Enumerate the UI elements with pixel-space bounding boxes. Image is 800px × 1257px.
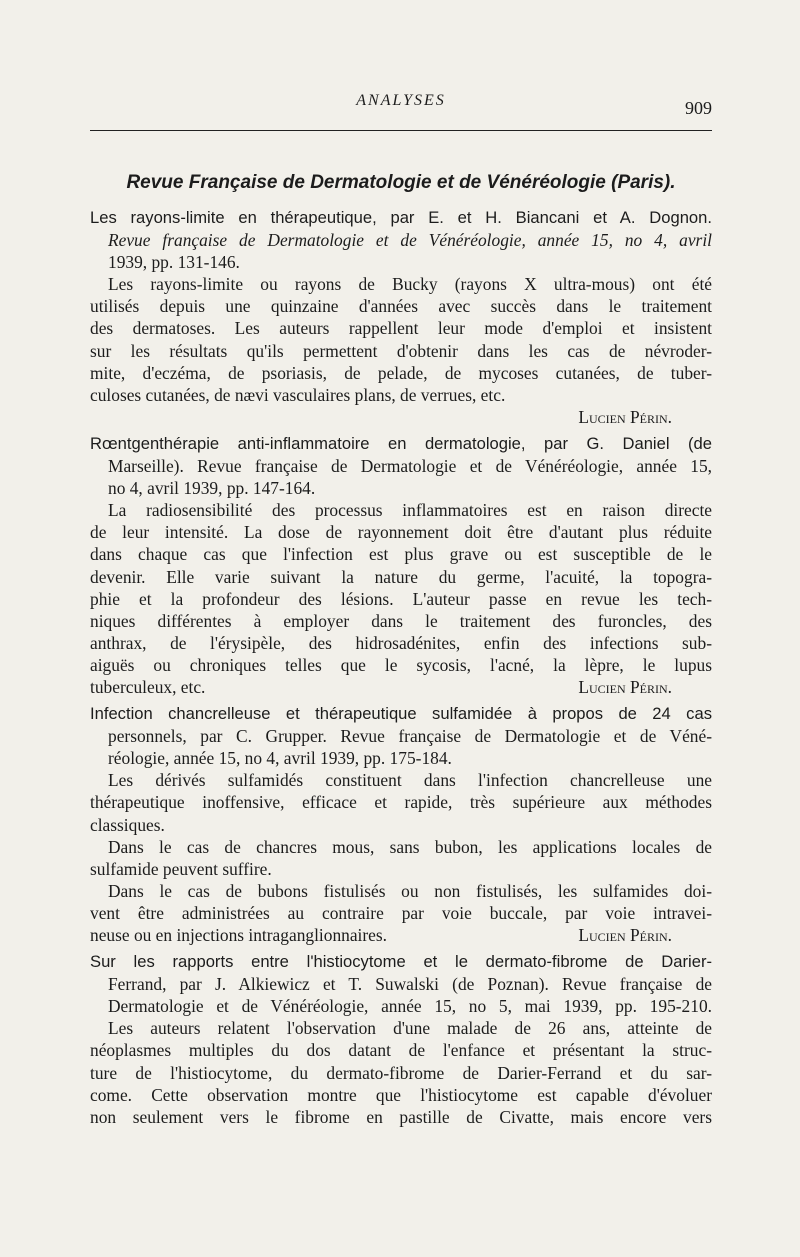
citation-line: Ferrand, par J. Alkiewicz et T. Suwalski (de Poznan). Revue française de — [108, 974, 712, 995]
author-signature: Lucien Périn. — [578, 676, 672, 697]
article-title-line: Les rayons-limite en thérapeutique, par E. et H. Biancani et A. Dognon. — [90, 208, 712, 227]
body-line: non seulement vers le fibrome en pastille de Civatte, mais encore vers — [90, 1106, 712, 1127]
body-line: dans chaque cas que l'infection est plus grave ou est susceptible de le — [90, 544, 712, 565]
body-line: neuse ou en injections intraganglionnaires. — [90, 925, 388, 945]
body-line: phie et la profondeur des lésions. L'auteur passe en revue les tech- — [90, 588, 712, 609]
author-signature: Lucien Périn. — [578, 406, 672, 427]
body-line: ture de l'histiocytome, du dermato-fibrome de Darier-Ferrand et du sar- — [90, 1062, 712, 1083]
article-title-line: Sur les rapports entre l'histiocytome et le dermato-fibrome de Darier- — [90, 952, 712, 972]
citation-line: Marseille). Revue française de Dermatologie et de Vénéréologie, année 15, — [108, 456, 712, 477]
body-line: niques différentes à employer dans le traitement des furoncles, des — [90, 610, 712, 631]
article-title-line: Rœntgenthérapie anti-inflammatoire en dermatologie, par G. Daniel (de — [90, 433, 712, 453]
page-number: 909 — [685, 98, 712, 118]
header-rule — [90, 130, 712, 131]
body-line: classiques. — [90, 814, 165, 835]
running-title: ANALYSES — [356, 92, 446, 109]
body-line: thérapeutique inoffensive, efficace et rapide, très supérieure aux méthodes — [90, 792, 712, 813]
article — [90, 703, 712, 946]
body-line: culoses cutanées, de nævi vasculaires plans, de verrues, etc. — [90, 384, 506, 405]
body-line: Dans le cas de chancres mous, sans bubon, les applications locales de — [108, 836, 712, 857]
author-signature: Lucien Périn. — [578, 925, 672, 945]
body-line: anthrax, de l'érysipèle, des hidrosadénites, enfin des infections sub- — [90, 632, 712, 653]
citation-line: 1939, pp. 131-146. — [108, 252, 240, 273]
body-line: néoplasmes multiples du dos datant de l'enfance et présentant la struc- — [90, 1040, 712, 1061]
body-line: devenir. Elle varie suivant la nature du germe, l'acuité, la topogra- — [90, 566, 712, 587]
citation-line: no 4, avril 1939, pp. 147-164. — [108, 478, 316, 499]
body-line: tuberculeux, etc. — [90, 676, 206, 697]
body-line: vent être administrées au contraire par voie buccale, par voie intravei- — [90, 902, 712, 923]
body-line: des dermatoses. Les auteurs rappellent leur mode d'emploi et insistent — [90, 318, 712, 339]
citation-line: réologie, année 15, no 4, avril 1939, pp. 175-184. — [108, 748, 452, 769]
article — [90, 207, 712, 428]
body-line: Les auteurs relatent l'observation d'une malade de 26 ans, atteinte de — [108, 1018, 712, 1039]
journal-heading: Revue Française de Dermatologie et de Vénéréologie (Paris). — [126, 172, 676, 193]
running-header — [90, 92, 712, 122]
body-line: Les rayons-limite ou rayons de Bucky (rayons X ultra-mous) ont été — [108, 274, 712, 295]
body-line: La radiosensibilité des processus inflammatoires est en raison directe — [108, 500, 712, 521]
citation-line: personnels, par C. Grupper. Revue française de Dermatologie et de Véné- — [108, 726, 712, 747]
body-line: Les dérivés sulfamidés constituent dans l'infection chancrelleuse une — [108, 770, 712, 791]
body-line: de leur intensité. La dose de rayonnement doit être d'autant plus réduite — [90, 522, 712, 543]
body-line: mite, d'eczéma, de psoriasis, de pelade, de mycoses cutanées, de tuber- — [90, 362, 712, 383]
body-line: aiguës ou chroniques telles que le sycosis, l'acné, la lèpre, le lupus — [90, 654, 712, 675]
body-line: sulfamide peuvent suffire. — [90, 858, 272, 879]
article-title-line: Infection chancrelleuse et thérapeutique sulfamidée à propos de 24 cas — [90, 704, 712, 724]
body-line: sur les résultats qu'ils permettent d'obtenir dans les cas de névroder- — [90, 340, 712, 361]
citation-line: Revue française de Dermatologie et de Vénéréologie, année 15, no 4, avril — [108, 230, 712, 251]
article — [90, 433, 712, 698]
body-line: utilisés depuis une quinzaine d'années avec succès dans le traitement — [90, 296, 712, 317]
body-line: Dans le cas de bubons fistulisés ou non fistulisés, les sulfamides doi- — [108, 880, 712, 901]
article — [90, 951, 712, 1128]
article-list — [90, 207, 712, 1128]
citation-line: Dermatologie et de Vénéréologie, année 15, no 5, mai 1939, pp. 195-210. — [108, 996, 712, 1017]
body-line: come. Cette observation montre que l'histiocytome est capable d'évoluer — [90, 1084, 712, 1105]
